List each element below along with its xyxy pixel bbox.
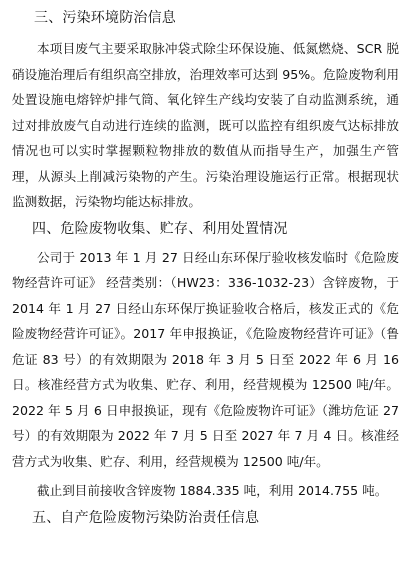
section-heading-self-produced-waste: 五、自产危险废物污染防治责任信息 — [32, 509, 260, 526]
section-heading-hazardous-waste: 四、危险废物收集、贮存、利用处置情况 — [32, 220, 288, 237]
section-heading-pollution-prevention: 三、污染环境防治信息 — [34, 10, 176, 26]
paragraph-hazardous-waste-license: 公司于 2013 年 1 月 27 日经山东环保厅验收核发临时《危险废物经营许可证》 经营类别：（HW23：336-1032-23）含锌废物，于 2014 年 1 月 27 日经山东环保厅换证验收合格后，核发正式的《危险废物经营许可证》。2017 年申报换证，《危险废物经营许可证》（鲁危证 83 号）的有效期限为 2018 年 3 月 5 日至 2022 年 6 月 16 日。核准经营方式为收集、贮存、利用，经营规模为 12500 吨/年。2022 年 5 月 6 日申报换证，现有《危险废物许可证》（潍坊危证 27 号）的有效期限为 2022 年 7 月 5 日至 2027 年 7 月 4 日。核准经营方式为收集、贮存、利用，经营规模为 12500 吨/年。 — [12, 249, 399, 469]
paragraph-waste-summary: 截止到目前接收含锌废物 1884.335 吨，利用 2014.755 吨。 — [37, 483, 388, 498]
paragraph-pollution-prevention: 本项目废气主要采取脉冲袋式除尘环保设施、低氮燃烧、SCR 脱硝设施治理后有组织高空排放，治理效率可达到 95%。危险废物利用处置设施电熔锌炉排气筒、氧化锌生产线均安装了自动监测系统，通过对排放废气自动进行连续的监测，既可以监控有组织废气达标排放情况也可以实时掌握颗粒物排放的数值从而指导生产，加强生产管理，从源头上削减污染物的产生。污染治理设施运行正常。根据现状监测数据，污染物均能达标排放。 — [12, 41, 399, 209]
